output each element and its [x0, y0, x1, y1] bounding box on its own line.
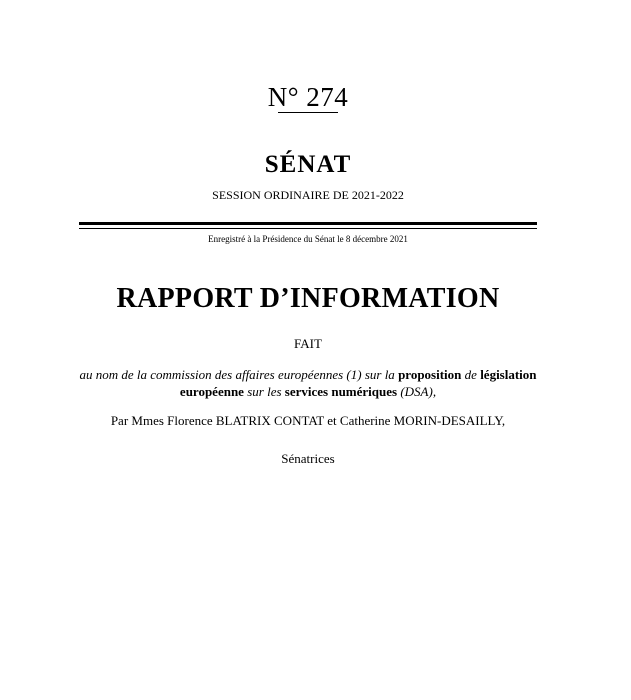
- authors-line: Par Mmes Florence BLATRIX CONTAT et Catherine MORIN-DESAILLY,: [110, 413, 506, 428]
- commission-text-6: services numériques: [284, 384, 398, 399]
- commission-text-2: proposition: [398, 367, 462, 382]
- registration-line: Enregistré à la Présidence du Sénat le 8 décembre 2021: [208, 234, 408, 244]
- fait-label: FAIT: [294, 336, 322, 351]
- commission-text-1: au nom de la commission des affaires européennes (1) sur la: [79, 367, 399, 382]
- chamber-title: SÉNAT: [264, 151, 352, 178]
- commission-text-7: (DSA),: [397, 384, 437, 399]
- commission-text-5: sur les: [243, 384, 285, 399]
- session-line: SESSION ORDINAIRE DE 2021-2022: [212, 188, 404, 202]
- divider-thick: [79, 222, 537, 225]
- report-number: N° 274: [267, 82, 349, 112]
- divider-thin: [79, 228, 537, 229]
- commission-text-4: législation européenne: [179, 367, 537, 399]
- commission-paragraph: [60, 366, 556, 400]
- signature-line: Sénatrices: [281, 451, 335, 466]
- commission-text-3: de: [461, 367, 481, 382]
- report-number-underline: [278, 112, 338, 113]
- report-title: RAPPORT D’INFORMATION: [116, 283, 500, 314]
